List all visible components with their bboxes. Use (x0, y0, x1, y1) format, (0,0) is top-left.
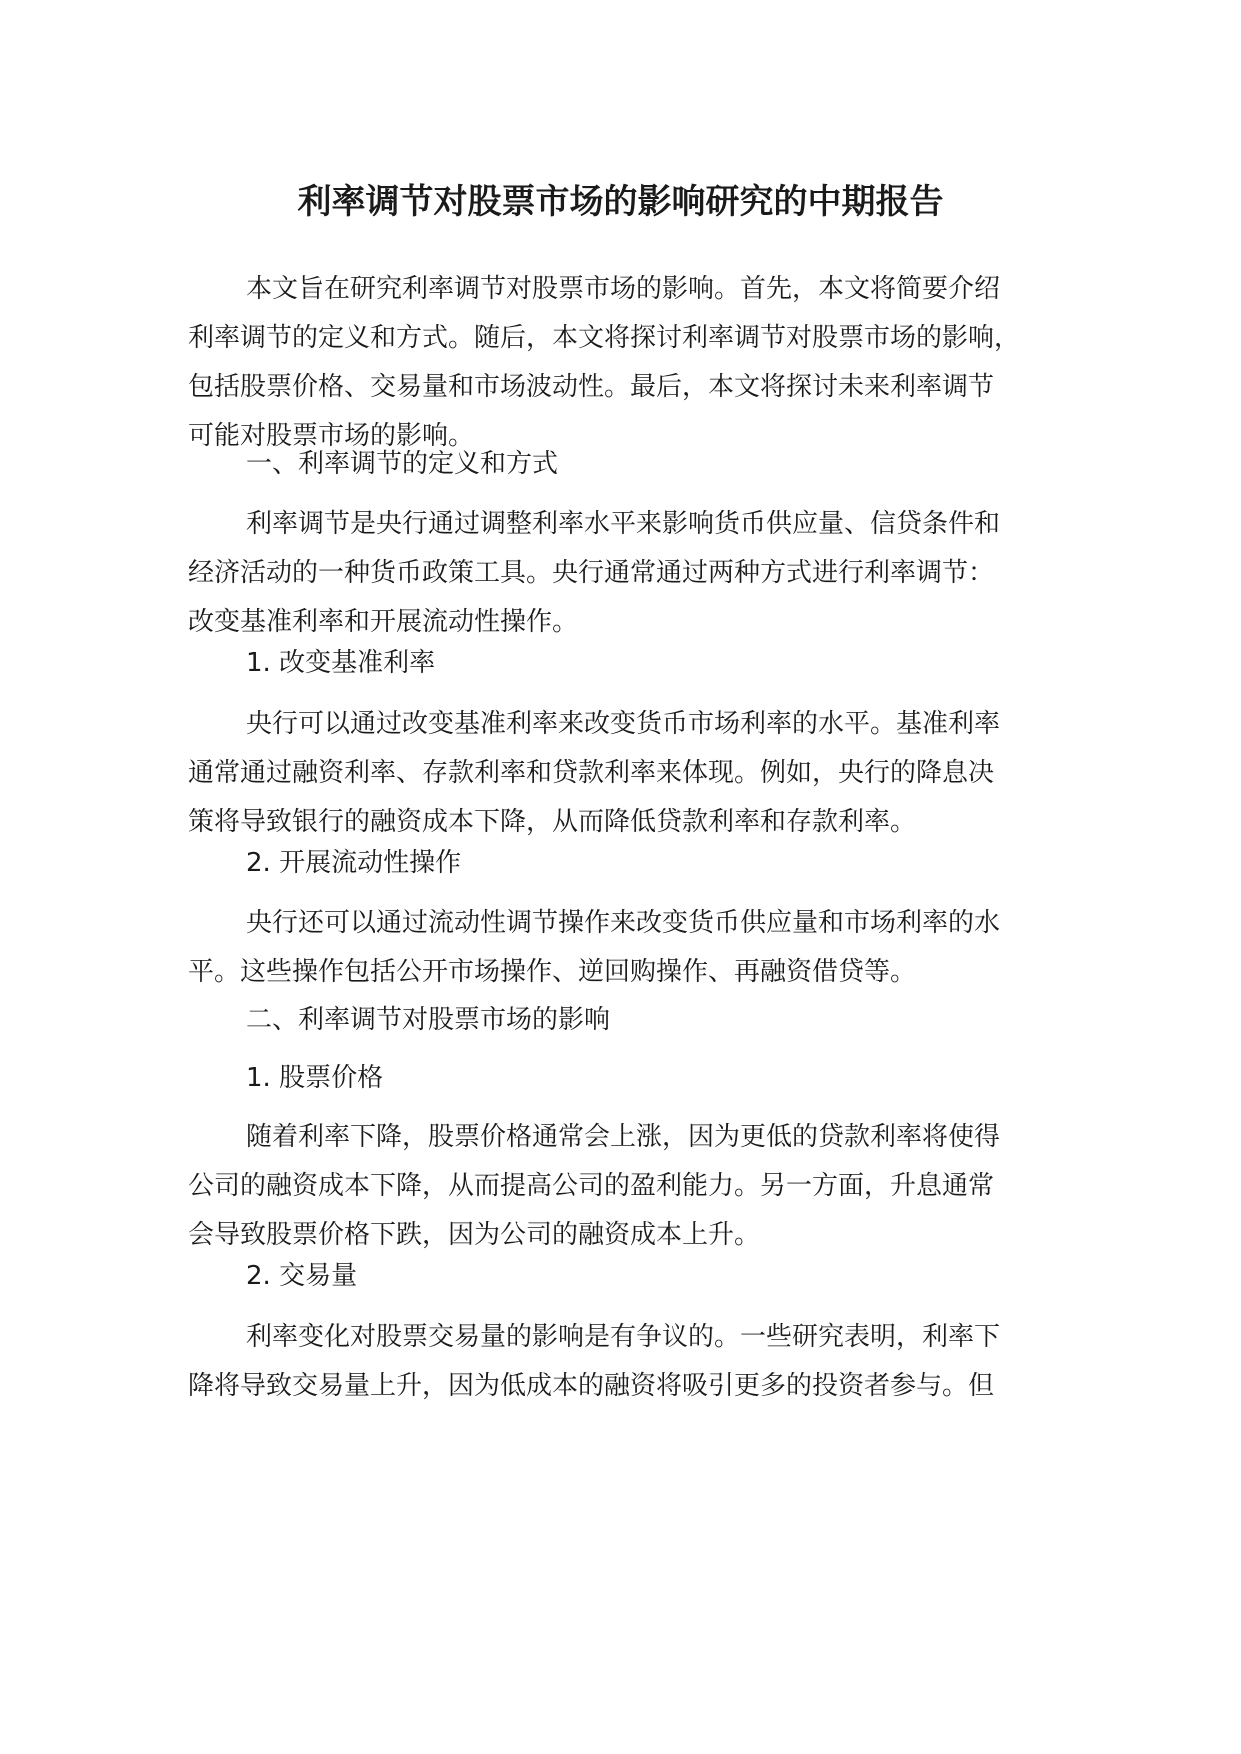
paragraph-line: 会导致股票价格下跌，因为公司的融资成本上升。 (188, 1220, 761, 1250)
paragraph-line: 可能对股票市场的影响。 (188, 421, 475, 451)
paragraph-line: 降将导致交易量上升，因为低成本的融资将吸引更多的投资者参与。但 (188, 1371, 995, 1401)
document-title: 利率调节对股票市场的影响研究的中期报告 (297, 182, 944, 222)
subsection-paragraph (188, 700, 1000, 847)
subsection-paragraph (188, 1113, 1000, 1260)
paragraph-line: 利率调节的定义和方式。随后，本文将探讨利率调节对股票市场的影响， (188, 323, 1021, 353)
subsection-heading: 2. 交易量 (246, 1261, 358, 1291)
paragraph-line: 利率调节是央行通过调整利率水平来影响货币供应量、信贷条件和 (246, 509, 1001, 539)
paragraph-line: 经济活动的一种货币政策工具。央行通常通过两种方式进行利率调节： (188, 558, 995, 588)
paragraph-line: 央行可以通过改变基准利率来改变货币市场利率的水平。基准利率 (246, 709, 1001, 739)
subsection-paragraph (188, 899, 1000, 997)
section-heading: 一、利率调节的定义和方式 (246, 449, 559, 479)
paragraph-line: 本文旨在研究利率调节对股票市场的影响。首先，本文将简要介绍 (246, 274, 1001, 304)
subsection-heading: 1. 股票价格 (246, 1063, 384, 1093)
paragraph-line: 随着利率下降，股票价格通常会上涨，因为更低的贷款利率将使得 (246, 1122, 1001, 1152)
section1-paragraph (188, 500, 1000, 647)
paragraph-line: 包括股票价格、交易量和市场波动性。最后，本文将探讨未来利率调节 (188, 372, 995, 402)
subsection-heading: 1. 改变基准利率 (246, 648, 436, 678)
paragraph-line: 策将导致银行的融资成本下降，从而降低贷款利率和存款利率。 (188, 807, 917, 837)
paragraph-line: 央行还可以通过流动性调节操作来改变货币供应量和市场利率的水 (246, 908, 1001, 938)
paragraph-line: 公司的融资成本下降，从而提高公司的盈利能力。另一方面，升息通常 (188, 1171, 995, 1201)
subsection-paragraph (188, 1313, 1000, 1411)
intro-paragraph (188, 265, 1020, 461)
subsection-heading: 2. 开展流动性操作 (246, 848, 462, 878)
paragraph-line: 平。这些操作包括公开市场操作、逆回购操作、再融资借贷等。 (188, 957, 917, 987)
paragraph-line: 利率变化对股票交易量的影响是有争议的。一些研究表明，利率下 (246, 1322, 1001, 1352)
section-heading: 二、利率调节对股票市场的影响 (246, 1005, 611, 1035)
paragraph-line: 通常通过融资利率、存款利率和贷款利率来体现。例如，央行的降息决 (188, 758, 995, 788)
paragraph-line: 改变基准利率和开展流动性操作。 (188, 607, 579, 637)
